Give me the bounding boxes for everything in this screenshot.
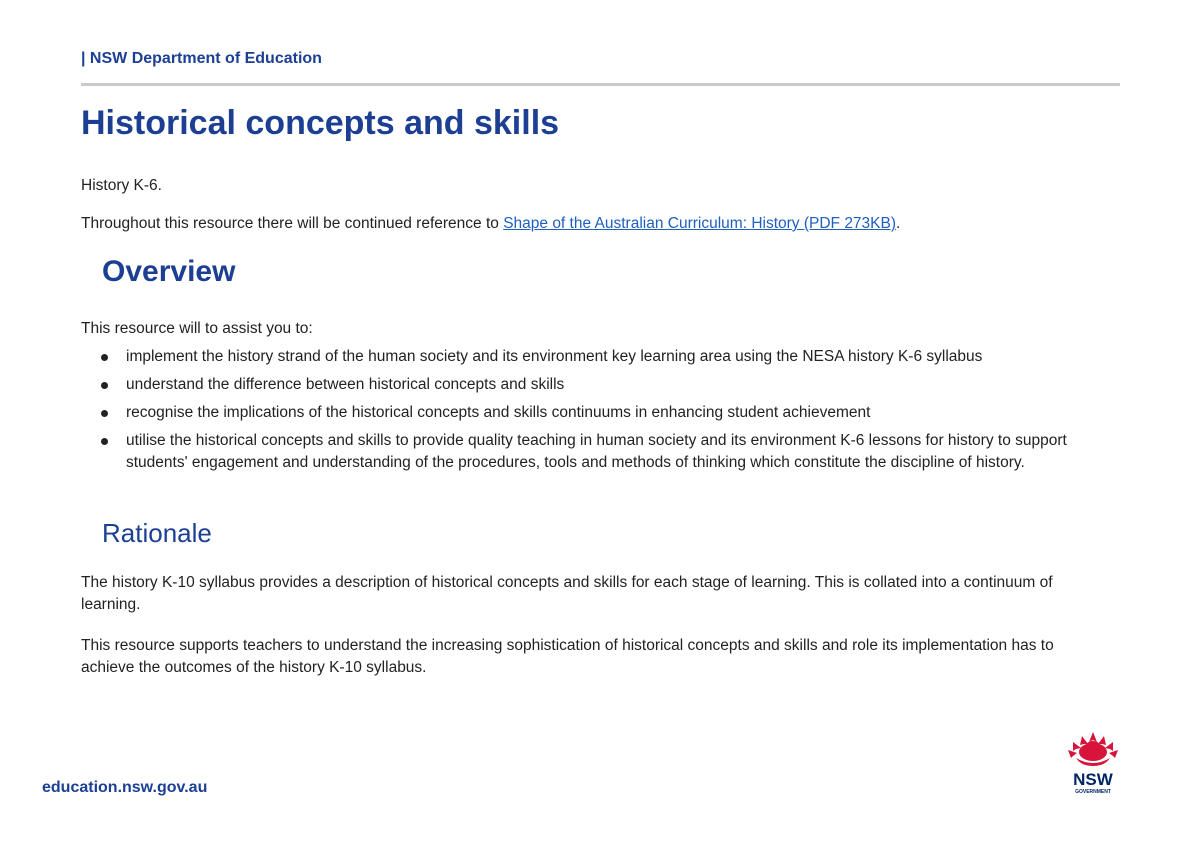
footer-url: education.nsw.gov.au	[42, 779, 208, 796]
rationale-heading: Rationale	[102, 518, 212, 548]
nsw-government-logo	[1060, 730, 1126, 796]
list-item-text: recognise the implications of the historical concepts and skills continuums in enhancing student achievement	[126, 404, 871, 421]
department-header: | NSW Department of Education	[81, 50, 322, 67]
bullet-icon	[101, 382, 108, 389]
logo-subtext: GOVERNMENT	[1075, 789, 1111, 795]
header-divider	[81, 83, 1120, 86]
reference-paragraph	[81, 213, 1111, 235]
shape-of-curriculum-link[interactable]: Shape of the Australian Curriculum: History (PDF 273KB)	[503, 215, 897, 232]
list-item	[81, 402, 1121, 424]
bullet-icon	[101, 410, 108, 417]
logo-wordmark: NSW	[1073, 770, 1113, 789]
page-subtitle: History K-6.	[81, 177, 162, 194]
waratah-icon	[1068, 732, 1118, 766]
overview-heading: Overview	[102, 255, 236, 288]
bullet-icon	[101, 354, 108, 361]
rationale-paragraph-2: This resource supports teachers to understand the increasing sophistication of historical concepts and skills and role its implementation has to achieve the outcomes of the history K-10 syllabus.	[81, 637, 1054, 676]
reference-suffix: .	[896, 215, 901, 232]
rationale-paragraph-1: The history K-10 syllabus provides a description of historical concepts and skills for each stage of learning. This is collated into a continuum of learning.	[81, 574, 1053, 613]
reference-prefix: Throughout this resource there will be continued reference to	[81, 215, 504, 232]
list-item-text: utilise the historical concepts and skills to provide quality teaching in human society and its environment K-6 lessons for history to support students' engagement and understanding of the procedures, tools and methods of thinking which constitute the discipline of history.	[126, 432, 1067, 471]
list-item-text: implement the history strand of the human society and its environment key learning area using the NESA history K-6 syllabus	[126, 348, 983, 365]
list-item-text: understand the difference between historical concepts and skills	[126, 376, 565, 393]
overview-list	[81, 346, 1121, 480]
list-item	[81, 430, 1121, 474]
list-item	[81, 374, 1121, 396]
page-title: Historical concepts and skills	[81, 104, 560, 142]
list-item	[81, 346, 1121, 368]
bullet-icon	[101, 438, 108, 445]
overview-intro: This resource will to assist you to:	[81, 320, 313, 337]
